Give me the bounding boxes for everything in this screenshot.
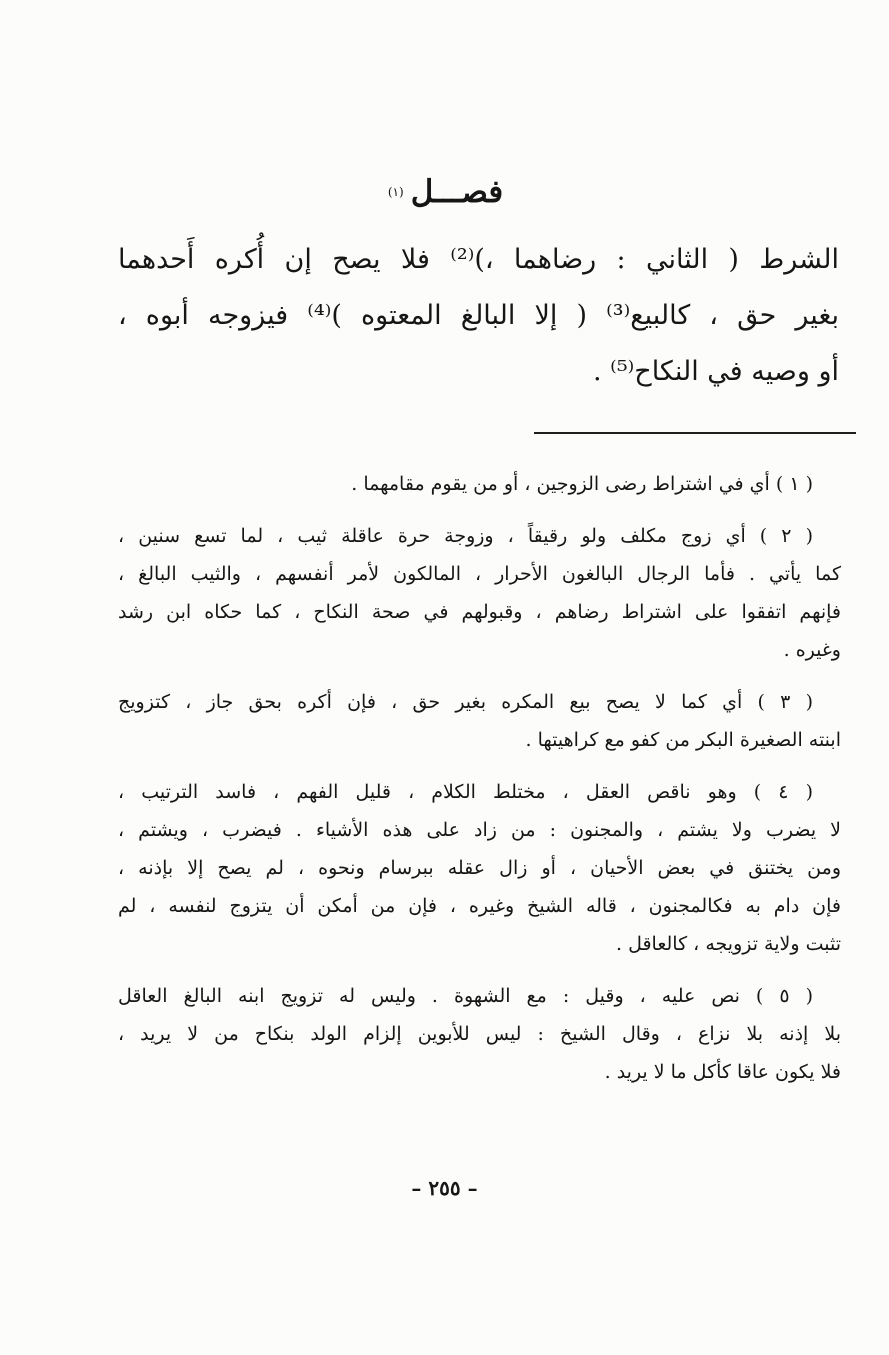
footnote-separator bbox=[534, 432, 856, 434]
main-text-line: أو وصيه في النكاح⁽⁵⁾ . bbox=[593, 356, 839, 387]
footnote-line: فإن دام به فكالمجنون ، قاله الشيخ وغيره ، فإن من أمكن أن يتزوج لنفسه ، لم bbox=[118, 895, 841, 917]
footnote-line: كما يأتي . فأما الرجال البالغون الأحرار ، المالكون لأمر أنفسهم ، والثيب البالغ ، bbox=[118, 563, 841, 585]
footnote-line: ومن يختنق في بعض الأحيان ، أو زال عقله ببرسام ونحوه ، لم يصح إلا بإذنه ، bbox=[118, 857, 841, 879]
footnote-line: ( ٥ ) نص عليه ، وقيل : مع الشهوة . وليس له تزويج ابنه البالغ العاقل bbox=[118, 985, 814, 1007]
footnote-line: ( ١ ) أي في اشتراط رضى الزوجين ، أو من يقوم مقامهما . bbox=[351, 473, 813, 495]
footnote-line: ( ٤ ) وهو ناقص العقل ، مختلط الكلام ، قليل الفهم ، فاسد الترتيب ، bbox=[118, 781, 813, 803]
footnote-line: لا يضرب ولا يشتم ، والمجنون : من زاد على هذه الأشياء . فيضرب ، ويشتم ، bbox=[118, 819, 841, 841]
footnote-line: وغيره . bbox=[783, 639, 841, 661]
footnote-2 bbox=[118, 517, 841, 669]
footnote-line: فإنهم اتفقوا على اشتراط رضاهم ، وقبولهم في صحة النكاح ، كما حكاه ابن رشد bbox=[118, 601, 841, 623]
footnote-4 bbox=[118, 773, 841, 963]
page-number: – ٢٥٥ – bbox=[411, 1176, 478, 1200]
main-text-block bbox=[118, 232, 839, 400]
heading-footnote-mark: (١) bbox=[387, 184, 404, 199]
footnote-line: فلا يكون عاقا كأكل ما لا يريد . bbox=[604, 1061, 841, 1083]
footnote-line: ( ٣ ) أي كما لا يصح بيع المكره بغير حق ، فإن أكره بحق جاز ، كتزويج bbox=[118, 691, 813, 713]
footnotes-section bbox=[118, 465, 841, 1105]
footnote-3 bbox=[118, 683, 841, 759]
footnote-line: بلا إذنه بلا نزاع ، وقال الشيخ : ليس للأبوين إلزام الولد بنكاح من لا يريد ، bbox=[118, 1023, 841, 1045]
footnote-line: تثبت ولاية تزويجه ، كالعاقل . bbox=[615, 933, 841, 955]
footnote-5 bbox=[118, 977, 841, 1091]
main-text-line: الشرط ( الثاني : رضاهما ،)⁽²⁾ فلا يصح إن أُكره أَحدهما bbox=[118, 244, 839, 275]
footnote-line: ابنته الصغيرة البكر من كفو مع كراهيتها . bbox=[525, 729, 841, 751]
section-title: فصـــل bbox=[410, 174, 504, 210]
footnote-1 bbox=[118, 465, 841, 503]
footnote-line: ( ٢ ) أي زوج مكلف ولو رقيقاً ، وزوجة حرة عاقلة ثيب ، لما تسع سنين ، bbox=[118, 525, 813, 547]
section-heading bbox=[0, 174, 889, 210]
main-text-line: بغير حق ، كالبيع⁽³⁾ ( إلا البالغ المعتوه )⁽⁴⁾ فيزوجه أبوه ، bbox=[118, 300, 839, 331]
